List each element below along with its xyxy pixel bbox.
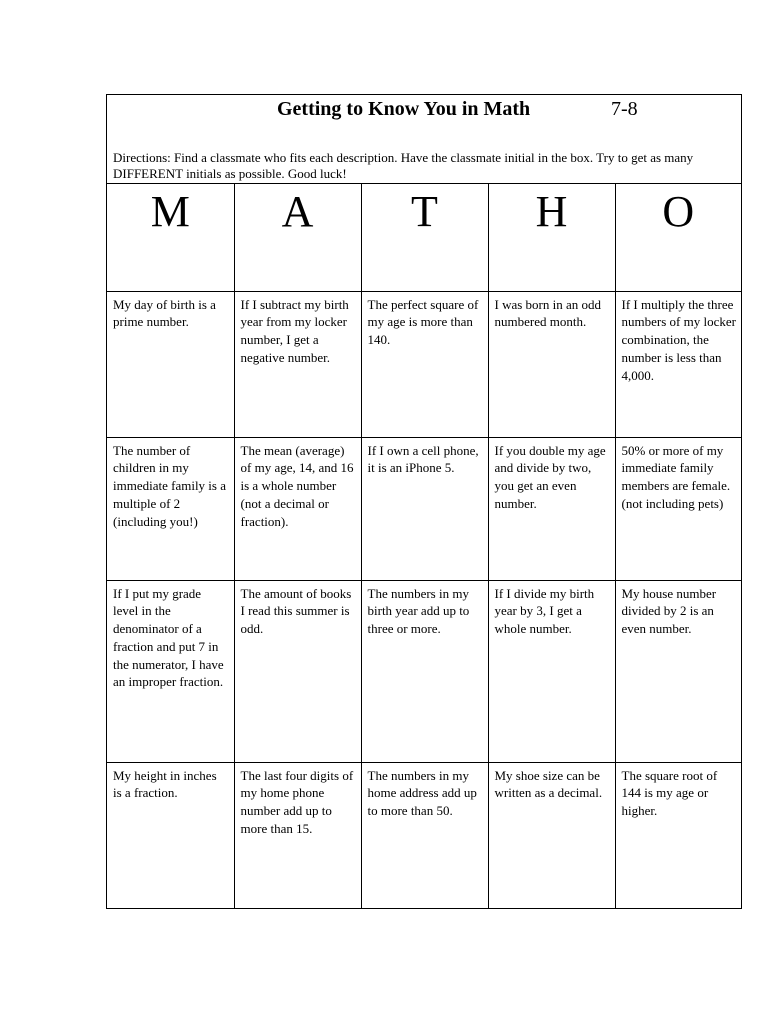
letter-m: M [107,184,234,291]
grid-cell[interactable]: The number of children in my immediate family is a multiple of 2 (including you!) [107,437,234,580]
grid-cell[interactable]: The perfect square of my age is more than 140. [361,291,488,437]
letter-h: H [488,184,615,291]
title-row [107,98,741,124]
table-row [107,437,741,580]
page-title: Getting to Know You in Math [277,98,531,120]
grid-cell[interactable]: I was born in an odd numbered month. [488,291,615,437]
grid-cell[interactable]: My house number divided by 2 is an even number. [615,580,741,762]
letter-row [107,184,741,291]
grid-cell[interactable]: The amount of books I read this summer is odd. [234,580,361,762]
letter-t: T [361,184,488,291]
grid-cell[interactable]: If I multiply the three numbers of my locker combination, the number is less than 4,000. [615,291,741,437]
grid-cell[interactable]: The last four digits of my home phone number add up to more than 15. [234,762,361,908]
grid-cell[interactable]: 50% or more of my immediate family members are female. (not including pets) [615,437,741,580]
grid-cell[interactable]: My shoe size can be written as a decimal. [488,762,615,908]
grid-cell[interactable]: My day of birth is a prime number. [107,291,234,437]
grid-cell[interactable]: My height in inches is a fraction. [107,762,234,908]
math-bingo-sheet [106,94,742,909]
grid-cell[interactable]: If I put my grade level in the denominator of a fraction and put 7 in the numerator, I have an improper fraction. [107,580,234,762]
grade-level: 7-8 [611,98,638,120]
table-row [107,291,741,437]
grid-cell[interactable]: If you double my age and divide by two, you get an even number. [488,437,615,580]
letter-o: O [615,184,741,291]
grid-cell[interactable]: The square root of 144 is my age or higher. [621,767,718,819]
grid-cell[interactable]: The numbers in my home address add up to more than 50. [361,762,488,908]
directions-text: Directions: Find a classmate who fits each description. Have the classmate initial in the box. Try to get as many DIFFERENT initials as possible. Good luck! [113,150,694,181]
grid-cell[interactable]: If I subtract my birth year from my locker number, I get a negative number. [234,291,361,437]
matho-grid [107,184,741,908]
table-row [107,762,741,908]
table-row [107,580,741,762]
sheet-header [107,95,741,184]
letter-a: A [234,184,361,291]
grid-cell[interactable]: If I divide my birth year by 3, I get a whole number. [488,580,615,762]
grid-cell[interactable]: The numbers in my birth year add up to three or more. [361,580,488,762]
grid-cell[interactable]: If I own a cell phone, it is an iPhone 5. [361,437,488,580]
grid-cell[interactable]: The mean (average) of my age, 14, and 16 is a whole number (not a decimal or fraction). [234,437,361,580]
